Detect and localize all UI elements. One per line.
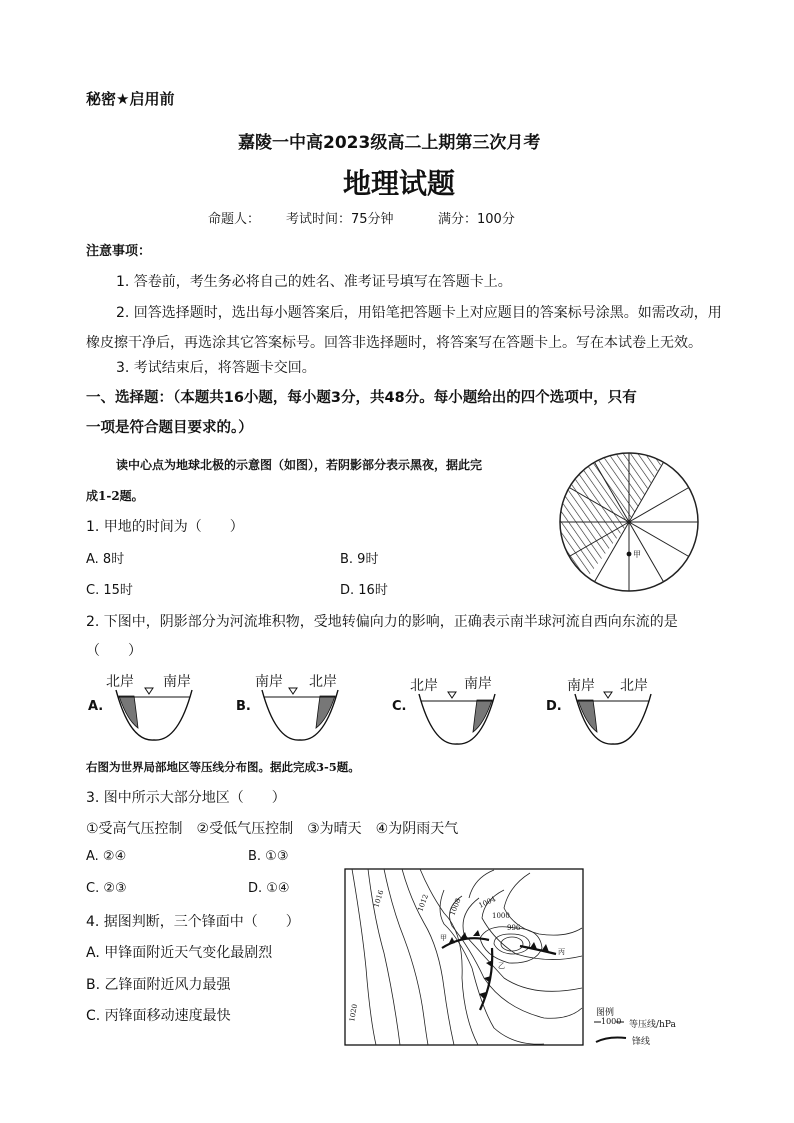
q2-c-left-bank: 北岸: [410, 678, 438, 694]
q2-d-left-bank: 南岸: [567, 678, 595, 694]
q3-option-a: A. ②④: [86, 849, 127, 864]
question-2-paren: （ ）: [86, 643, 142, 659]
q1-option-b: B. 9时: [340, 552, 379, 567]
q2-option-c-letter: C.: [392, 699, 407, 714]
q3-option-b: B. ①③: [248, 849, 289, 864]
isobar-label: 996: [507, 924, 521, 932]
isobar-label: 1004: [477, 895, 498, 910]
night-shading: [561, 453, 663, 577]
note-item: 2. 回答选择题时，选出每小题答案后，用铅笔把答题卡上对应题目的答案标号涂黑。如需改动，用: [116, 305, 722, 321]
water-level-icon: [145, 688, 153, 694]
q2-c-right-bank: 南岸: [464, 676, 492, 692]
point-jia: [627, 552, 632, 557]
full-score: 满分：100分: [438, 212, 515, 227]
water-level-icon: [604, 692, 612, 698]
legend-isobar-text: 等压线/hPa: [629, 1020, 676, 1030]
q2-d-riverbed: [571, 690, 655, 748]
q2-a-right-bank: 南岸: [163, 674, 191, 690]
q2-option-d-letter: D.: [546, 699, 562, 714]
q2-option-a-letter: A.: [88, 699, 104, 714]
isobar-label: 1008: [448, 897, 463, 917]
question-2-stem: 2. 下图中，阴影部分为河流堆积物，受地转偏向力的影响，正确表示南半球河流自西向东流的是: [86, 614, 678, 630]
isobar-label: 1012: [416, 893, 430, 913]
front-label-yi: 乙: [498, 962, 505, 970]
intro-1-2-cont: 成1-2题。: [86, 489, 144, 503]
isobar-label: 1016: [372, 889, 386, 909]
section-heading-cont: 一项是符合题目要求的。）: [86, 420, 253, 436]
section-heading: 一、选择题：（本题共16小题，每小题3分，共48分。每小题给出的四个选项中，只有: [86, 390, 637, 406]
isobar-map: [344, 868, 584, 1046]
water-level-icon: [289, 688, 297, 694]
note-item: 橡皮擦干净后，再选涂其它答案标号。回答非选择题时，将答案写在答题卡上。写在本试卷上无效。: [86, 335, 702, 351]
q4-option-b: B. 乙锋面附近风力最强: [86, 977, 231, 993]
q2-a-left-bank: 北岸: [106, 674, 134, 690]
polar-night-figure: [553, 448, 703, 598]
front-label-jia: 甲: [440, 934, 447, 942]
legend-title: 图例: [596, 1008, 615, 1018]
q1-option-a: A. 8时: [86, 552, 125, 567]
q2-option-b-letter: B.: [236, 699, 251, 714]
school-title: 嘉陵一中高2023级高二上期第三次月考: [238, 133, 541, 153]
secret-label: 秘密★启用前: [86, 90, 175, 108]
q2-b-riverbed: [258, 686, 342, 744]
question-3-choices: ①受高气压控制 ②受低气压控制 ③为晴天 ④为阴雨天气: [86, 821, 459, 837]
q4-option-c: C. 丙锋面移动速度最快: [86, 1008, 231, 1024]
legend-front-text: 锋线: [632, 1037, 651, 1047]
front-label-bing: 丙: [558, 948, 565, 956]
q1-option-c: C. 15时: [86, 583, 133, 598]
intro-3-5: 右图为世界局部地区等压线分布图。据此完成3-5题。: [86, 760, 360, 774]
question-4-stem: 4. 据图判断，三个锋面中（ ）: [86, 914, 300, 930]
q3-option-c: C. ②③: [86, 881, 127, 896]
q3-option-d: D. ①④: [248, 881, 290, 896]
q2-d-right-bank: 北岸: [620, 678, 648, 694]
author-label: 命题人：: [208, 212, 261, 227]
intro-1-2: 读中心点为地球北极的示意图（如图），若阴影部分表示黑夜，据此完: [116, 458, 483, 472]
point-jia-label: 甲: [633, 550, 641, 559]
isobar-label: 1020: [348, 1003, 360, 1023]
q2-b-right-bank: 北岸: [309, 674, 337, 690]
q1-option-d: D. 16时: [340, 583, 388, 598]
isobar-label: 1000: [492, 912, 510, 920]
note-item: 1. 答卷前，考生务必将自己的姓名、准考证号填写在答题卡上。: [116, 274, 512, 290]
question-3-stem: 3. 图中所示大部分地区（ ）: [86, 790, 286, 806]
note-item: 3. 考试结束后，将答题卡交回。: [116, 360, 316, 376]
exam-time: 考试时间：75分钟: [286, 212, 394, 227]
page-title: 地理试题: [343, 167, 456, 200]
question-1-stem: 1. 甲地的时间为（ ）: [86, 519, 244, 535]
q2-c-riverbed: [415, 690, 499, 748]
q2-a-riverbed: [112, 686, 196, 744]
notes-heading: 注意事项：: [86, 244, 152, 259]
q2-b-left-bank: 南岸: [255, 674, 283, 690]
legend-front-icon: [594, 1030, 628, 1046]
q4-option-a: A. 甲锋面附近天气变化最剧烈: [86, 945, 273, 961]
legend-isobar-value: 1000: [601, 1017, 622, 1026]
water-level-icon: [448, 692, 456, 698]
